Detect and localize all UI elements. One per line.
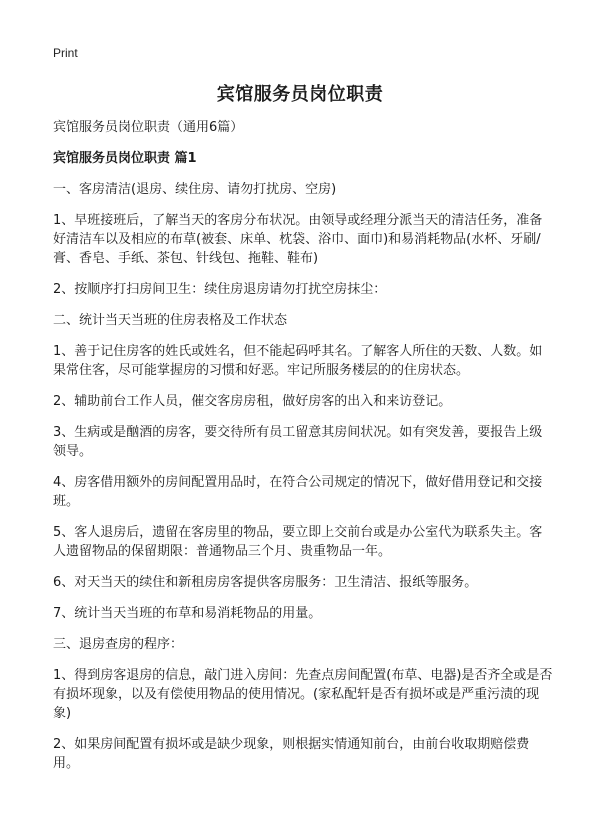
paragraph: 1、得到房客退房的信息，敲门进入房间：先查点房间配置(布草、电器)是否齐全或是否有损坏现象，以及有偿使用物品的使用情况。(家私配轩是否有损坏或是严重污渍的现象)	[53, 668, 553, 721]
paragraph: 6、对天当天的续住和新租房房客提供客房服务：卫生清洁、报纸等服务。	[53, 575, 478, 590]
paragraph: 1、早班接班后，了解当天的客房分布状况。由领导或经理分派当天的清洁任务，准备好清洁车以及相应的布草(被套、床单、枕袋、浴巾、面巾)和易消耗物品(水杯、牙刷/膏、香皂、手纸、茶包、针线包、拖鞋、鞋布)	[53, 213, 543, 266]
paragraph: 一、客房清洁(退房、续住房、请勿打扰房、空房)	[53, 182, 337, 197]
paragraph: 三、退房查房的程序：	[53, 637, 184, 652]
paragraph: 4、房客借用额外的房间配置用品时，在符合公司规定的情况下，做好借用登记和交接班。	[53, 475, 543, 509]
paragraph: 7、统计当天当班的布草和易消耗物品的用量。	[53, 606, 322, 621]
section-heading: 宾馆服务员岗位职责 篇1	[53, 151, 197, 166]
print-link[interactable]: Print	[53, 46, 78, 60]
document-body	[53, 118, 553, 785]
paragraph: 2、如果房间配置有损坏或是缺少现象，则根据实情通知前台，由前台收取期赔偿费用。	[53, 737, 530, 771]
paragraph: 1、善于记住房客的姓氏或姓名，但不能起码呼其名。了解客人所住的天数、人数。如果常住客，尽可能掌握房的习惯和好恶。牢记所服务楼层的的住房状态。	[53, 344, 543, 378]
page-title: 宾馆服务员岗位职责	[216, 84, 384, 105]
paragraph: 3、生病或是酗酒的房客，要交待所有员工留意其房间状况。如有突发善，要报告上级领导。	[53, 425, 543, 459]
paragraph: 2、辅助前台工作人员，催交客房房租，做好房客的出入和来访登记。	[53, 394, 452, 409]
paragraph: 2、按顺序打扫房间卫生：续住房退房请勿打扰空房抹尘：	[53, 282, 387, 297]
paragraph: 二、统计当天当班的住房表格及工作状态	[53, 313, 288, 328]
document-subtitle: 宾馆服务员岗位职责（通用6篇）	[53, 120, 244, 135]
paragraph: 5、客人退房后，遗留在客房里的物品，要立即上交前台或是办公室代为联系失主。客人遗留物品的保留期限：普通物品三个月、贵重物品一年。	[53, 525, 543, 559]
